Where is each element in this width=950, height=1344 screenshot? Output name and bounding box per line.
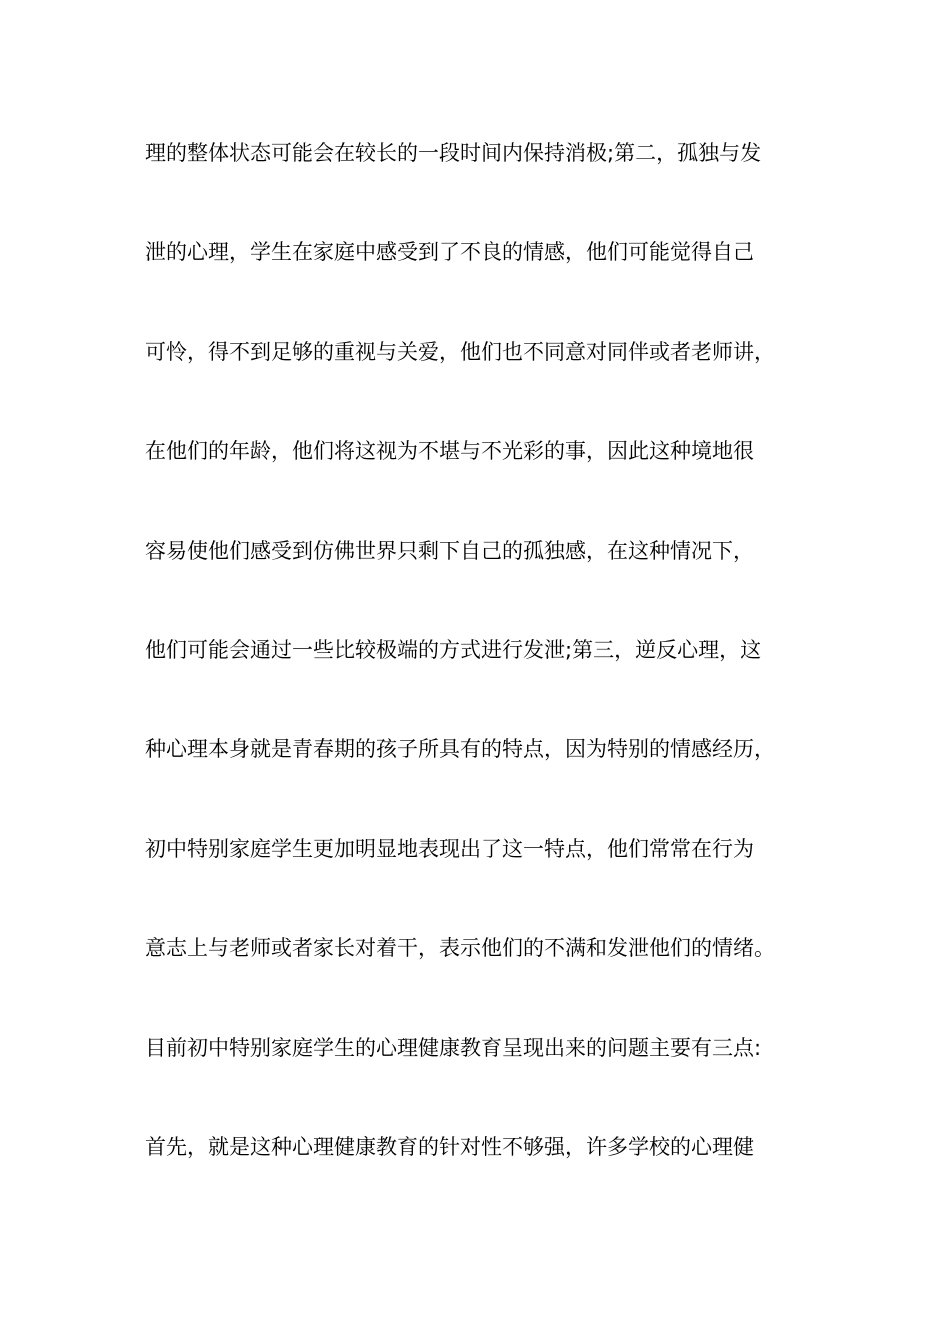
text-line-4: 在他们的年龄，他们将这视为不堪与不光彩的事，因此这种境地很 (145, 439, 754, 464)
text-line-6: 他们可能会通过一些比较极端的方式进行发泄;第三，逆反心理，这 (145, 637, 762, 662)
text-line-3: 可怜，得不到足够的重视与关爱，他们也不同意对同伴或者老师讲， (145, 339, 775, 364)
text-line-7: 种心理本身就是青春期的孩子所具有的特点，因为特别的情感经历， (145, 737, 775, 762)
text-line-1: 理的整体状态可能会在较长的一段时间内保持消极;第二，孤独与发 (145, 141, 762, 165)
text-line-10: 目前初中特别家庭学生的心理健康教育呈现出来的问题主要有三点: (145, 1035, 762, 1060)
text-line-9: 意志上与老师或者家长对着干，表示他们的不满和发泄他们的情绪。 (145, 936, 775, 961)
text-line-2: 泄的心理，学生在家庭中感受到了不良的情感，他们可能觉得自己 (145, 240, 754, 265)
body-text (145, 128, 835, 1221)
text-line-5: 容易使他们感受到仿佛世界只剩下自己的孤独感，在这种情况下， (145, 538, 754, 563)
text-line-11: 首先，就是这种心理健康教育的针对性不够强，许多学校的心理健 (145, 1134, 754, 1159)
text-line-8: 初中特别家庭学生更加明显地表现出了这一特点，他们常常在行为 (145, 836, 754, 861)
